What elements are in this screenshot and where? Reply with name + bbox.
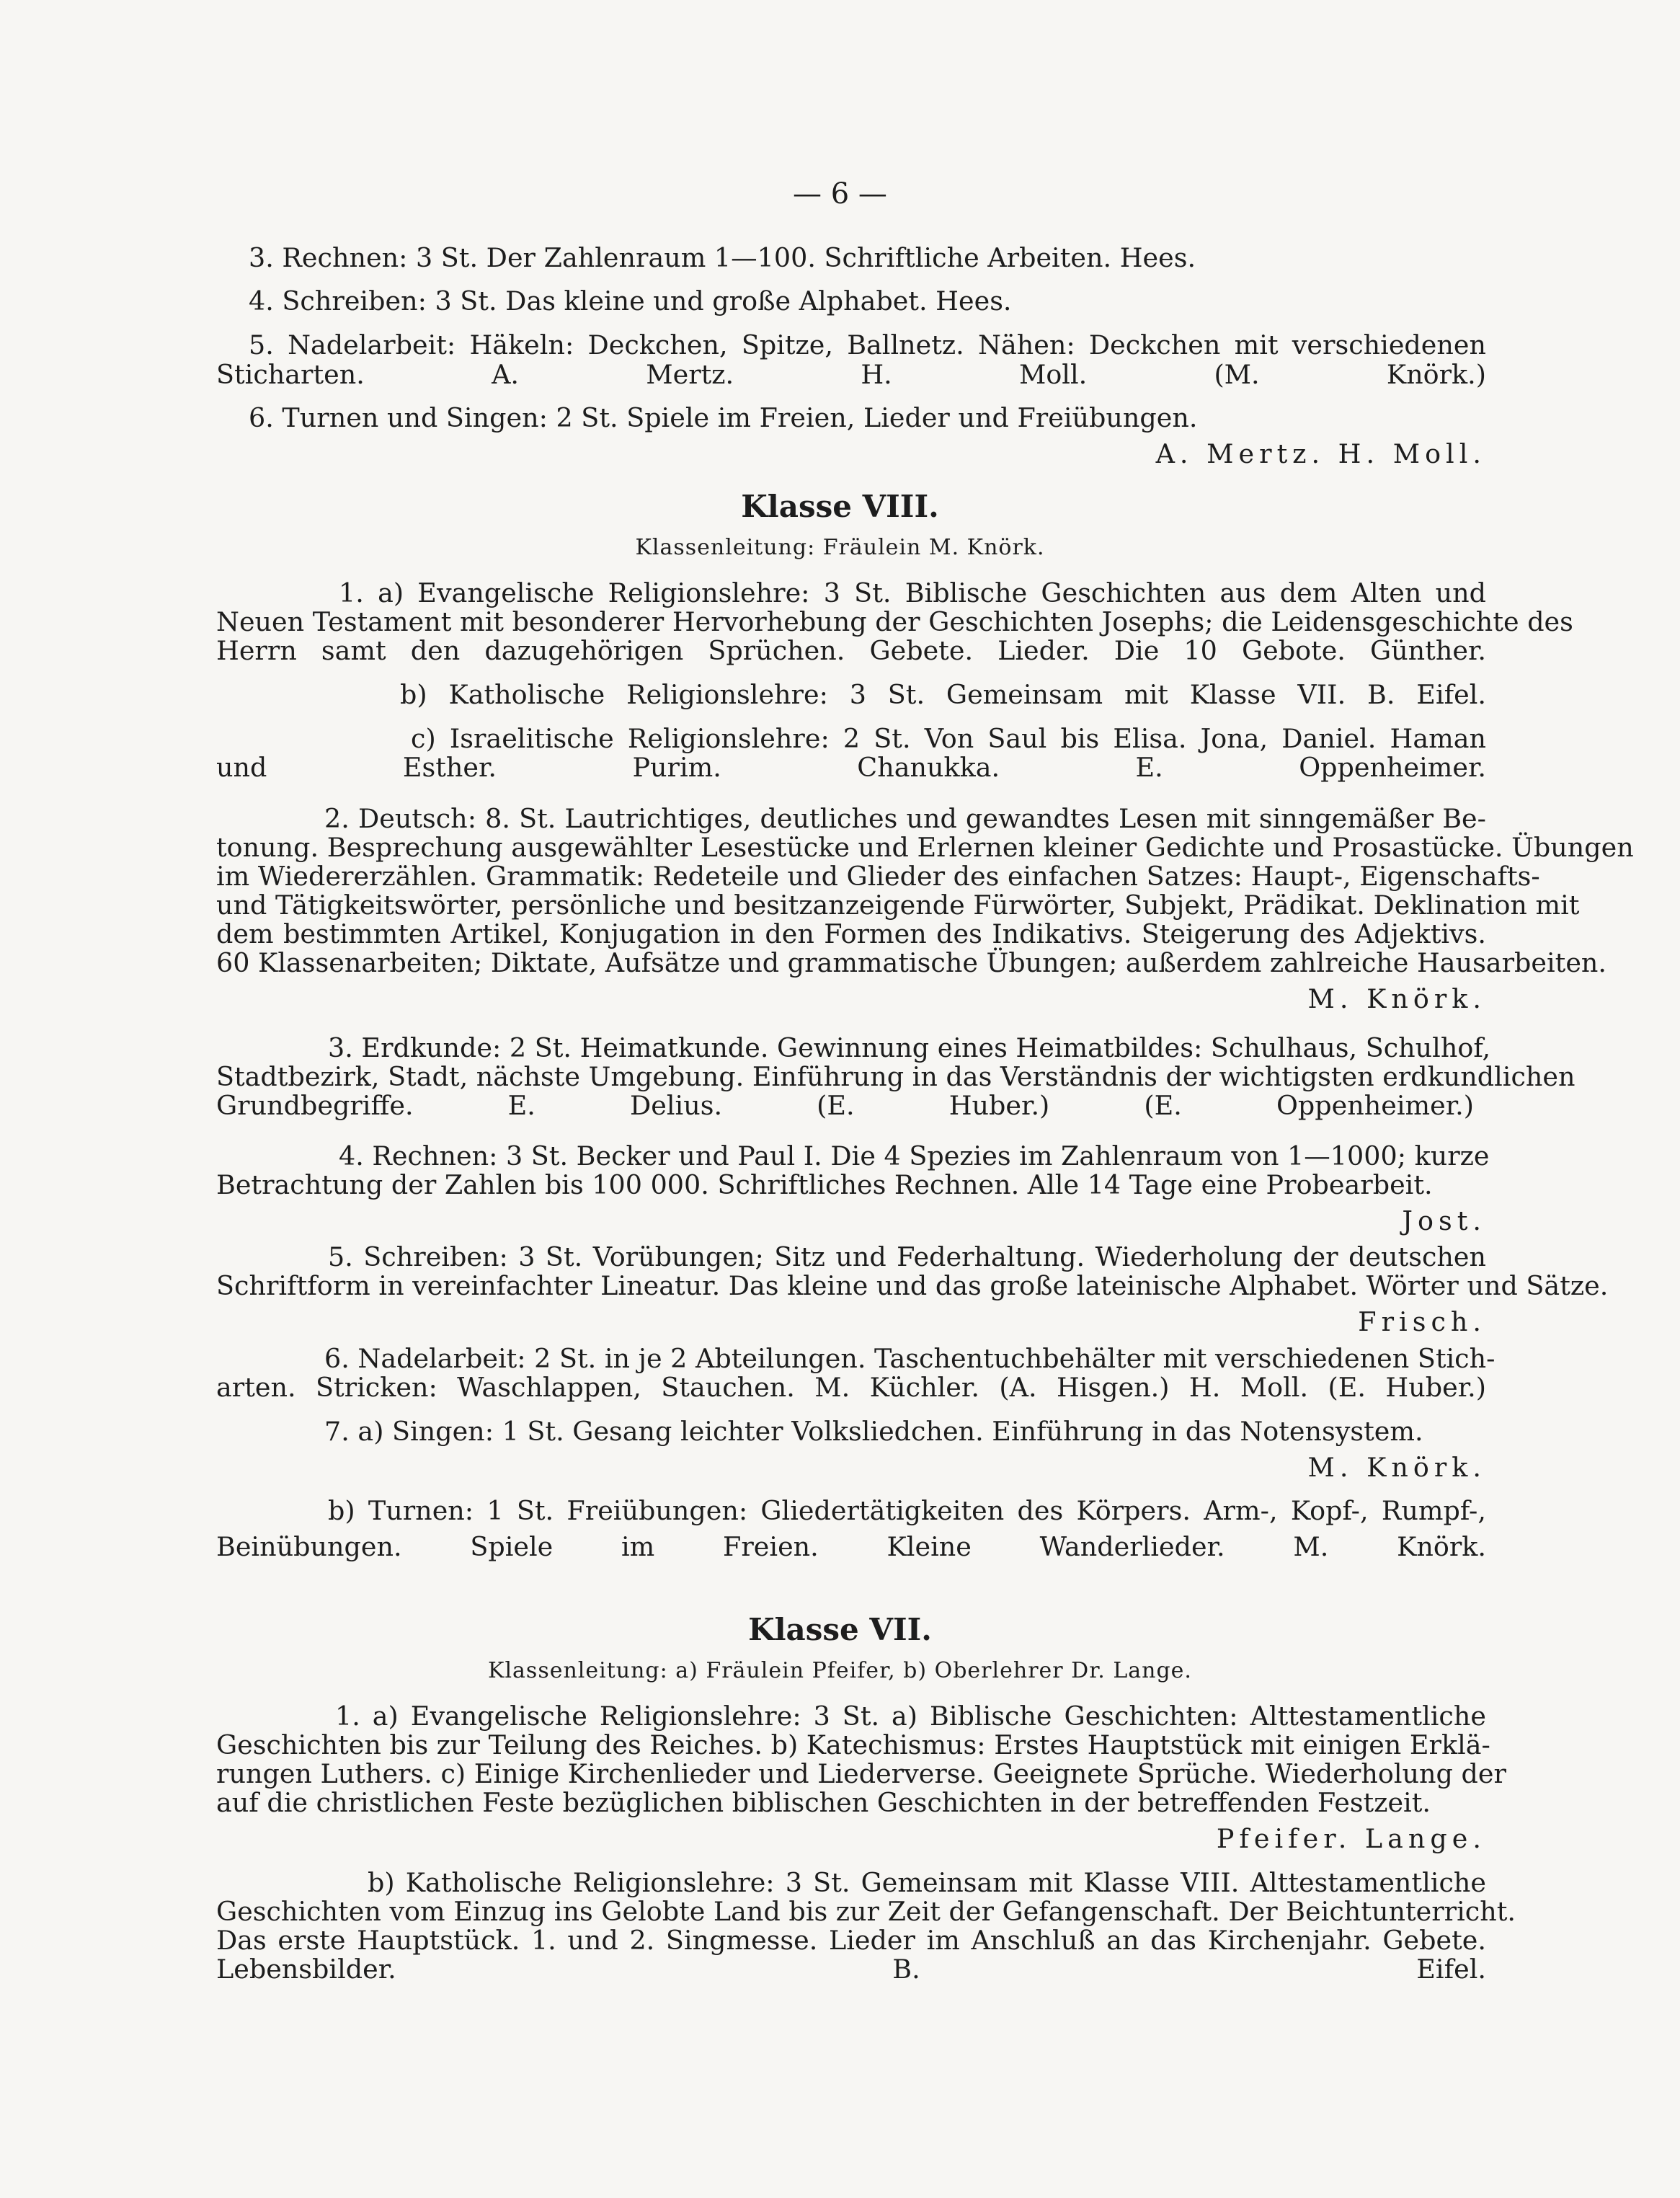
text-line: und Esther. Purim. Chanukka. E. Oppenheimer. [216, 752, 1486, 783]
text-line: arten. Stricken: Waschlappen, Stauchen. M. Küchler. (A. Hisgen.) H. Moll. (E. Huber.) [216, 1372, 1486, 1403]
signature-line: Pfeifer. Lange. [1216, 1823, 1486, 1854]
text-line: Betrachtung der Zahlen bis 100 000. Schriftliches Rechnen. Alle 14 Tage eine Probearbeit. [216, 1169, 1433, 1200]
text-line: 7. a) Singen: 1 St. Gesang leichter Volksliedchen. Einführung in das Notensystem. [324, 1416, 1423, 1447]
signature-line: M. Knörk. [1307, 1452, 1486, 1483]
text-line: b) Turnen: 1 St. Freiübungen: Gliedertätigkeiten des Körpers. Arm-, Kopf-, Rumpf-, [328, 1495, 1486, 1526]
text-line: 1. a) Evangelische Religionslehre: 3 St. Biblische Geschichten aus dem Alten und [339, 577, 1486, 608]
text-line: Grundbegriffe. E. Delius. (E. Huber.) (E. Oppenheimer.) [216, 1090, 1474, 1121]
text-line: Stadtbezirk, Stadt, nächste Umgebung. Einführung in das Verständnis der wichtigsten erdkundlichen [216, 1061, 1575, 1092]
text-line: rungen Luthers. c) Einige Kirchenlieder und Liederverse. Geeignete Sprüche. Wiederholung der [216, 1758, 1506, 1789]
text-line: Das erste Hauptstück. 1. und 2. Singmesse. Lieder im Anschluß an das Kirchenjahr. Gebete. [216, 1925, 1486, 1956]
text-line: dem bestimmten Artikel, Konjugation in den Formen des Indikativs. Steigerung des Adjektivs. [216, 918, 1486, 949]
text-line: Schriftform in vereinfachter Lineatur. Das kleine und das große lateinische Alphabet. Wörter und Sätze. [216, 1270, 1609, 1301]
text-line: c) Israelitische Religionslehre: 2 St. Von Saul bis Elisa. Jona, Daniel. Haman [411, 723, 1486, 754]
text-line: 5. Schreiben: 3 St. Vorübungen; Sitz und Federhaltung. Wiederholung der deutschen [328, 1241, 1486, 1272]
text-line: Neuen Testament mit besonderer Hervorhebung der Geschichten Josephs; die Leidensgeschichte des [216, 606, 1573, 637]
text-line: Beinübungen. Spiele im Freien. Kleine Wanderlieder. M. Knörk. [216, 1531, 1486, 1562]
text-line: Geschichten vom Einzug ins Gelobte Land bis zur Zeit der Gefangenschaft. Der Beichtunterricht. [216, 1896, 1516, 1927]
page-number: — 6 — [793, 177, 887, 211]
text-line: 2. Deutsch: 8. St. Lautrichtiges, deutliches und gewandtes Lesen mit sinngemäßer Be- [324, 803, 1486, 834]
text-line: 6. Nadelarbeit: 2 St. in je 2 Abteilungen. Taschentuchbehälter mit verschiedenen Stich- [324, 1343, 1495, 1374]
text-line: Herrn samt den dazugehörigen Sprüchen. Gebete. Lieder. Die 10 Gebote. Günther. [216, 635, 1486, 666]
text-line: im Wiedererzählen. Grammatik: Redeteile und Glieder des einfachen Satzes: Haupt-, Eigenschafts- [216, 861, 1540, 892]
text-line: 3. Erdkunde: 2 St. Heimatkunde. Gewinnung eines Heimatbildes: Schulhaus, Schulhof, [328, 1032, 1491, 1063]
text-line: 4. Schreiben: 3 St. Das kleine und große Alphabet. Hees. [249, 285, 1012, 316]
text-line: 6. Turnen und Singen: 2 St. Spiele im Freien, Lieder und Freiübungen. [249, 402, 1198, 433]
text-line: 5. Nadelarbeit: Häkeln: Deckchen, Spitze, Ballnetz. Nähen: Deckchen mit verschiedenen [249, 329, 1486, 360]
text-line: b) Katholische Religionslehre: 3 St. Gemeinsam mit Klasse VII. B. Eifel. [400, 679, 1486, 710]
class-leadership: Klassenleitung: a) Fräulein Pfeifer, b) Oberlehrer Dr. Lange. [488, 1658, 1192, 1683]
text-line: Lebensbilder. B. Eifel. [216, 1954, 1486, 1985]
signature-line: Frisch. [1358, 1306, 1486, 1337]
section-title: Klasse VIII. [741, 489, 939, 524]
class-leadership: Klassenleitung: Fräulein M. Knörk. [635, 535, 1045, 560]
text-line: b) Katholische Religionslehre: 3 St. Gemeinsam mit Klasse VIII. Alttestamentliche [368, 1867, 1486, 1898]
text-line: tonung. Besprechung ausgewählter Lesestücke und Erlernen kleiner Gedichte und Prosastücke. Übungen [216, 832, 1634, 863]
signature-line: Jost. [1402, 1205, 1486, 1236]
text-line: 60 Klassenarbeiten; Diktate, Aufsätze und grammatische Übungen; außerdem zahlreiche Hausarbeiten. [216, 947, 1607, 978]
section-title: Klasse VII. [748, 1612, 932, 1647]
signature-line: M. Knörk. [1307, 983, 1486, 1014]
text-line: und Tätigkeitswörter, persönliche und besitzanzeigende Fürwörter, Subjekt, Prädikat. Deklination mit [216, 890, 1580, 921]
text-line: Geschichten bis zur Teilung des Reiches. b) Katechismus: Erstes Hauptstück mit einigen Erklä- [216, 1729, 1490, 1760]
text-line: auf die christlichen Feste bezüglichen biblischen Geschichten in der betreffenden Festzeit. [216, 1787, 1431, 1818]
text-line: Sticharten. A. Mertz. H. Moll. (M. Knörk.) [216, 359, 1486, 390]
text-line: 4. Rechnen: 3 St. Becker und Paul I. Die 4 Spezies im Zahlenraum von 1—1000; kurze [339, 1140, 1490, 1171]
text-line: 1. a) Evangelische Religionslehre: 3 St. a) Biblische Geschichten: Alttestamentliche [335, 1701, 1486, 1732]
text-line: 3. Rechnen: 3 St. Der Zahlenraum 1—100. Schriftliche Arbeiten. Hees. [249, 242, 1196, 273]
signature-line: A. Mertz. H. Moll. [1155, 438, 1486, 469]
